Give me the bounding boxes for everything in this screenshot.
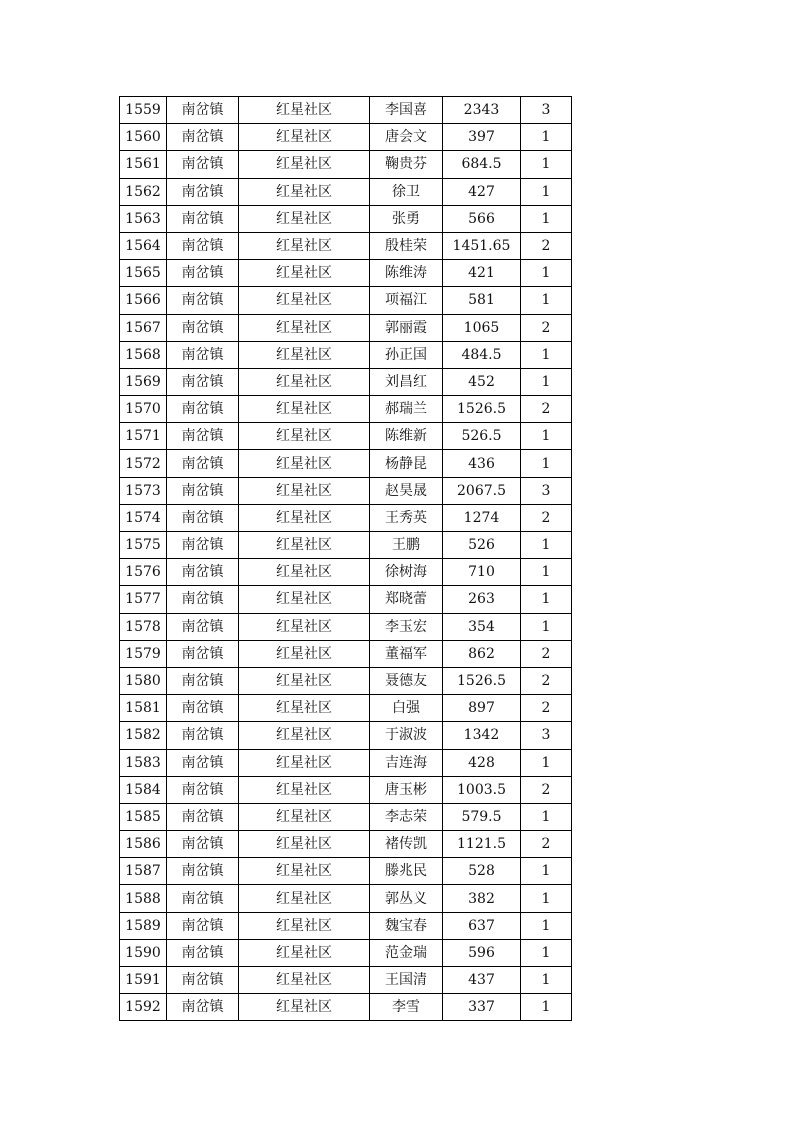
count-cell: 1 bbox=[521, 559, 572, 586]
amount-cell: 1003.5 bbox=[443, 776, 521, 803]
community-cell: 红星社区 bbox=[239, 97, 370, 124]
serial-number-cell: 1585 bbox=[120, 803, 167, 830]
count-cell: 1 bbox=[521, 341, 572, 368]
count-cell: 2 bbox=[521, 640, 572, 667]
name-cell: 唐会文 bbox=[370, 124, 443, 151]
name-cell: 杨静昆 bbox=[370, 450, 443, 477]
serial-number-cell: 1567 bbox=[120, 314, 167, 341]
amount-cell: 596 bbox=[443, 939, 521, 966]
community-cell: 红星社区 bbox=[239, 640, 370, 667]
town-cell: 南岔镇 bbox=[167, 504, 239, 531]
count-cell: 1 bbox=[521, 205, 572, 232]
count-cell: 2 bbox=[521, 232, 572, 259]
count-cell: 2 bbox=[521, 504, 572, 531]
name-cell: 李志荣 bbox=[370, 803, 443, 830]
community-cell: 红星社区 bbox=[239, 260, 370, 287]
name-cell: 赵昊晟 bbox=[370, 477, 443, 504]
count-cell: 1 bbox=[521, 124, 572, 151]
town-cell: 南岔镇 bbox=[167, 667, 239, 694]
serial-number-cell: 1590 bbox=[120, 939, 167, 966]
serial-number-cell: 1569 bbox=[120, 368, 167, 395]
amount-cell: 1065 bbox=[443, 314, 521, 341]
community-cell: 红星社区 bbox=[239, 423, 370, 450]
name-cell: 范金瑞 bbox=[370, 939, 443, 966]
community-cell: 红星社区 bbox=[239, 722, 370, 749]
table-row bbox=[120, 368, 572, 395]
serial-number-cell: 1570 bbox=[120, 396, 167, 423]
count-cell: 2 bbox=[521, 776, 572, 803]
community-cell: 红星社区 bbox=[239, 205, 370, 232]
table-row bbox=[120, 124, 572, 151]
serial-number-cell: 1586 bbox=[120, 831, 167, 858]
amount-cell: 452 bbox=[443, 368, 521, 395]
name-cell: 李国喜 bbox=[370, 97, 443, 124]
table-row bbox=[120, 776, 572, 803]
count-cell: 2 bbox=[521, 314, 572, 341]
count-cell: 1 bbox=[521, 749, 572, 776]
name-cell: 吉连海 bbox=[370, 749, 443, 776]
name-cell: 张勇 bbox=[370, 205, 443, 232]
count-cell: 1 bbox=[521, 151, 572, 178]
name-cell: 徐卫 bbox=[370, 178, 443, 205]
amount-cell: 484.5 bbox=[443, 341, 521, 368]
serial-number-cell: 1588 bbox=[120, 885, 167, 912]
serial-number-cell: 1587 bbox=[120, 858, 167, 885]
town-cell: 南岔镇 bbox=[167, 776, 239, 803]
community-cell: 红星社区 bbox=[239, 559, 370, 586]
serial-number-cell: 1566 bbox=[120, 287, 167, 314]
town-cell: 南岔镇 bbox=[167, 477, 239, 504]
amount-cell: 263 bbox=[443, 586, 521, 613]
town-cell: 南岔镇 bbox=[167, 586, 239, 613]
amount-cell: 581 bbox=[443, 287, 521, 314]
name-cell: 于淑波 bbox=[370, 722, 443, 749]
community-cell: 红星社区 bbox=[239, 477, 370, 504]
table-row bbox=[120, 450, 572, 477]
serial-number-cell: 1571 bbox=[120, 423, 167, 450]
town-cell: 南岔镇 bbox=[167, 532, 239, 559]
serial-number-cell: 1572 bbox=[120, 450, 167, 477]
amount-cell: 684.5 bbox=[443, 151, 521, 178]
table-body bbox=[120, 97, 572, 1021]
community-cell: 红星社区 bbox=[239, 586, 370, 613]
name-cell: 聂德友 bbox=[370, 667, 443, 694]
amount-cell: 1526.5 bbox=[443, 396, 521, 423]
community-cell: 红星社区 bbox=[239, 124, 370, 151]
community-cell: 红星社区 bbox=[239, 368, 370, 395]
serial-number-cell: 1559 bbox=[120, 97, 167, 124]
amount-cell: 637 bbox=[443, 912, 521, 939]
serial-number-cell: 1565 bbox=[120, 260, 167, 287]
name-cell: 魏宝春 bbox=[370, 912, 443, 939]
serial-number-cell: 1584 bbox=[120, 776, 167, 803]
serial-number-cell: 1574 bbox=[120, 504, 167, 531]
count-cell: 1 bbox=[521, 260, 572, 287]
name-cell: 陈维涛 bbox=[370, 260, 443, 287]
name-cell: 李玉宏 bbox=[370, 613, 443, 640]
table-row bbox=[120, 97, 572, 124]
community-cell: 红星社区 bbox=[239, 151, 370, 178]
amount-cell: 897 bbox=[443, 695, 521, 722]
amount-cell: 1121.5 bbox=[443, 831, 521, 858]
table-row bbox=[120, 640, 572, 667]
town-cell: 南岔镇 bbox=[167, 994, 239, 1021]
count-cell: 2 bbox=[521, 667, 572, 694]
town-cell: 南岔镇 bbox=[167, 967, 239, 994]
serial-number-cell: 1573 bbox=[120, 477, 167, 504]
town-cell: 南岔镇 bbox=[167, 314, 239, 341]
town-cell: 南岔镇 bbox=[167, 749, 239, 776]
amount-cell: 710 bbox=[443, 559, 521, 586]
table-row bbox=[120, 205, 572, 232]
serial-number-cell: 1582 bbox=[120, 722, 167, 749]
town-cell: 南岔镇 bbox=[167, 178, 239, 205]
amount-cell: 528 bbox=[443, 858, 521, 885]
community-cell: 红星社区 bbox=[239, 532, 370, 559]
name-cell: 王国清 bbox=[370, 967, 443, 994]
serial-number-cell: 1581 bbox=[120, 695, 167, 722]
count-cell: 3 bbox=[521, 477, 572, 504]
community-cell: 红星社区 bbox=[239, 858, 370, 885]
town-cell: 南岔镇 bbox=[167, 124, 239, 151]
town-cell: 南岔镇 bbox=[167, 368, 239, 395]
community-cell: 红星社区 bbox=[239, 695, 370, 722]
town-cell: 南岔镇 bbox=[167, 912, 239, 939]
name-cell: 郑晓蕾 bbox=[370, 586, 443, 613]
table-row bbox=[120, 287, 572, 314]
town-cell: 南岔镇 bbox=[167, 97, 239, 124]
community-cell: 红星社区 bbox=[239, 287, 370, 314]
community-cell: 红星社区 bbox=[239, 504, 370, 531]
count-cell: 1 bbox=[521, 939, 572, 966]
count-cell: 1 bbox=[521, 532, 572, 559]
amount-cell: 579.5 bbox=[443, 803, 521, 830]
town-cell: 南岔镇 bbox=[167, 396, 239, 423]
table-row bbox=[120, 586, 572, 613]
count-cell: 3 bbox=[521, 722, 572, 749]
serial-number-cell: 1580 bbox=[120, 667, 167, 694]
town-cell: 南岔镇 bbox=[167, 858, 239, 885]
amount-cell: 566 bbox=[443, 205, 521, 232]
serial-number-cell: 1563 bbox=[120, 205, 167, 232]
name-cell: 郭丽霞 bbox=[370, 314, 443, 341]
serial-number-cell: 1591 bbox=[120, 967, 167, 994]
town-cell: 南岔镇 bbox=[167, 939, 239, 966]
table-row bbox=[120, 341, 572, 368]
amount-cell: 1274 bbox=[443, 504, 521, 531]
table-row bbox=[120, 314, 572, 341]
name-cell: 项福江 bbox=[370, 287, 443, 314]
serial-number-cell: 1592 bbox=[120, 994, 167, 1021]
count-cell: 1 bbox=[521, 912, 572, 939]
table-row bbox=[120, 232, 572, 259]
table-row bbox=[120, 178, 572, 205]
table-row bbox=[120, 667, 572, 694]
amount-cell: 1451.65 bbox=[443, 232, 521, 259]
count-cell: 2 bbox=[521, 831, 572, 858]
table-row bbox=[120, 613, 572, 640]
community-cell: 红星社区 bbox=[239, 912, 370, 939]
community-cell: 红星社区 bbox=[239, 667, 370, 694]
count-cell: 3 bbox=[521, 97, 572, 124]
amount-cell: 1342 bbox=[443, 722, 521, 749]
count-cell: 1 bbox=[521, 613, 572, 640]
name-cell: 刘昌红 bbox=[370, 368, 443, 395]
count-cell: 1 bbox=[521, 450, 572, 477]
amount-cell: 382 bbox=[443, 885, 521, 912]
town-cell: 南岔镇 bbox=[167, 232, 239, 259]
serial-number-cell: 1564 bbox=[120, 232, 167, 259]
town-cell: 南岔镇 bbox=[167, 695, 239, 722]
count-cell: 1 bbox=[521, 287, 572, 314]
count-cell: 1 bbox=[521, 885, 572, 912]
serial-number-cell: 1578 bbox=[120, 613, 167, 640]
town-cell: 南岔镇 bbox=[167, 151, 239, 178]
town-cell: 南岔镇 bbox=[167, 287, 239, 314]
amount-cell: 1526.5 bbox=[443, 667, 521, 694]
table-row bbox=[120, 912, 572, 939]
community-cell: 红星社区 bbox=[239, 396, 370, 423]
count-cell: 1 bbox=[521, 586, 572, 613]
table-row bbox=[120, 831, 572, 858]
count-cell: 1 bbox=[521, 423, 572, 450]
serial-number-cell: 1575 bbox=[120, 532, 167, 559]
community-cell: 红星社区 bbox=[239, 831, 370, 858]
amount-cell: 337 bbox=[443, 994, 521, 1021]
name-cell: 陈维新 bbox=[370, 423, 443, 450]
amount-cell: 436 bbox=[443, 450, 521, 477]
count-cell: 1 bbox=[521, 858, 572, 885]
serial-number-cell: 1560 bbox=[120, 124, 167, 151]
name-cell: 殷桂荣 bbox=[370, 232, 443, 259]
serial-number-cell: 1562 bbox=[120, 178, 167, 205]
amount-cell: 2067.5 bbox=[443, 477, 521, 504]
amount-cell: 526.5 bbox=[443, 423, 521, 450]
community-cell: 红星社区 bbox=[239, 178, 370, 205]
table-row bbox=[120, 803, 572, 830]
name-cell: 王鹏 bbox=[370, 532, 443, 559]
amount-cell: 862 bbox=[443, 640, 521, 667]
amount-cell: 2343 bbox=[443, 97, 521, 124]
community-cell: 红星社区 bbox=[239, 939, 370, 966]
amount-cell: 427 bbox=[443, 178, 521, 205]
name-cell: 褚传凯 bbox=[370, 831, 443, 858]
table-row bbox=[120, 858, 572, 885]
data-table bbox=[119, 96, 572, 1021]
table-row bbox=[120, 396, 572, 423]
name-cell: 董福军 bbox=[370, 640, 443, 667]
amount-cell: 354 bbox=[443, 613, 521, 640]
community-cell: 红星社区 bbox=[239, 314, 370, 341]
name-cell: 徐树海 bbox=[370, 559, 443, 586]
community-cell: 红星社区 bbox=[239, 885, 370, 912]
amount-cell: 437 bbox=[443, 967, 521, 994]
town-cell: 南岔镇 bbox=[167, 450, 239, 477]
amount-cell: 526 bbox=[443, 532, 521, 559]
serial-number-cell: 1583 bbox=[120, 749, 167, 776]
amount-cell: 428 bbox=[443, 749, 521, 776]
serial-number-cell: 1577 bbox=[120, 586, 167, 613]
table-row bbox=[120, 695, 572, 722]
serial-number-cell: 1576 bbox=[120, 559, 167, 586]
table-row bbox=[120, 939, 572, 966]
amount-cell: 397 bbox=[443, 124, 521, 151]
town-cell: 南岔镇 bbox=[167, 205, 239, 232]
town-cell: 南岔镇 bbox=[167, 423, 239, 450]
town-cell: 南岔镇 bbox=[167, 559, 239, 586]
community-cell: 红星社区 bbox=[239, 776, 370, 803]
table-row bbox=[120, 260, 572, 287]
count-cell: 2 bbox=[521, 695, 572, 722]
name-cell: 白强 bbox=[370, 695, 443, 722]
table-row bbox=[120, 423, 572, 450]
community-cell: 红星社区 bbox=[239, 450, 370, 477]
town-cell: 南岔镇 bbox=[167, 260, 239, 287]
community-cell: 红星社区 bbox=[239, 232, 370, 259]
table-row bbox=[120, 532, 572, 559]
name-cell: 鞠贵芬 bbox=[370, 151, 443, 178]
table-row bbox=[120, 559, 572, 586]
amount-cell: 421 bbox=[443, 260, 521, 287]
table-row bbox=[120, 151, 572, 178]
town-cell: 南岔镇 bbox=[167, 803, 239, 830]
count-cell: 1 bbox=[521, 803, 572, 830]
community-cell: 红星社区 bbox=[239, 803, 370, 830]
table-row bbox=[120, 477, 572, 504]
town-cell: 南岔镇 bbox=[167, 831, 239, 858]
name-cell: 孙正国 bbox=[370, 341, 443, 368]
serial-number-cell: 1589 bbox=[120, 912, 167, 939]
community-cell: 红星社区 bbox=[239, 994, 370, 1021]
count-cell: 1 bbox=[521, 994, 572, 1021]
town-cell: 南岔镇 bbox=[167, 640, 239, 667]
community-cell: 红星社区 bbox=[239, 967, 370, 994]
serial-number-cell: 1561 bbox=[120, 151, 167, 178]
town-cell: 南岔镇 bbox=[167, 885, 239, 912]
count-cell: 1 bbox=[521, 178, 572, 205]
serial-number-cell: 1568 bbox=[120, 341, 167, 368]
name-cell: 唐玉彬 bbox=[370, 776, 443, 803]
table-row bbox=[120, 722, 572, 749]
community-cell: 红星社区 bbox=[239, 613, 370, 640]
table-row bbox=[120, 994, 572, 1021]
name-cell: 郭丛义 bbox=[370, 885, 443, 912]
table-row bbox=[120, 967, 572, 994]
town-cell: 南岔镇 bbox=[167, 341, 239, 368]
community-cell: 红星社区 bbox=[239, 341, 370, 368]
table-row bbox=[120, 749, 572, 776]
count-cell: 2 bbox=[521, 396, 572, 423]
town-cell: 南岔镇 bbox=[167, 613, 239, 640]
name-cell: 王秀英 bbox=[370, 504, 443, 531]
name-cell: 李雪 bbox=[370, 994, 443, 1021]
name-cell: 郝瑞兰 bbox=[370, 396, 443, 423]
town-cell: 南岔镇 bbox=[167, 722, 239, 749]
community-cell: 红星社区 bbox=[239, 749, 370, 776]
name-cell: 滕兆民 bbox=[370, 858, 443, 885]
table-row bbox=[120, 885, 572, 912]
table-row bbox=[120, 504, 572, 531]
count-cell: 1 bbox=[521, 368, 572, 395]
count-cell: 1 bbox=[521, 967, 572, 994]
serial-number-cell: 1579 bbox=[120, 640, 167, 667]
